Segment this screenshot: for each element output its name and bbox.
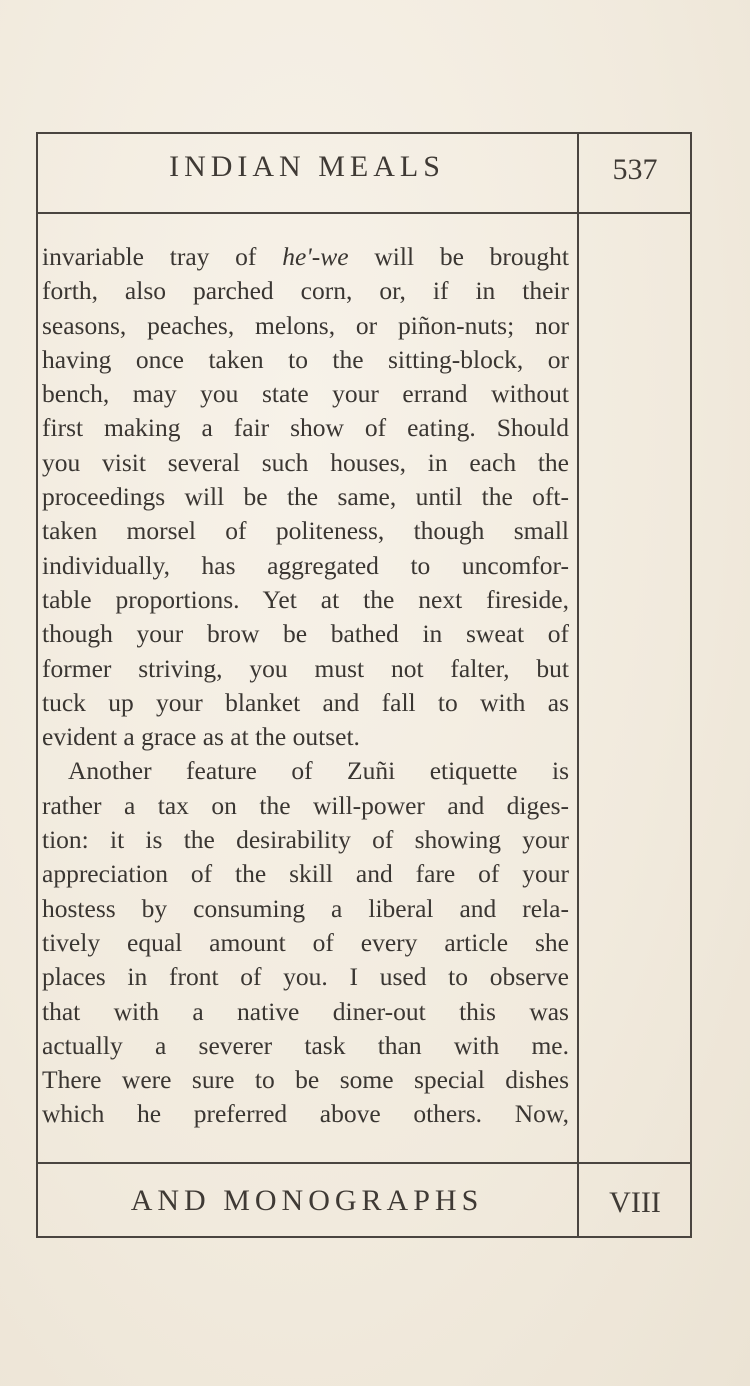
text-segment: will be brought	[374, 242, 570, 271]
text-line: which he preferred above others. Now,	[42, 1099, 569, 1129]
text-line: table proportions. Yet at the next fireside,	[42, 584, 569, 614]
column-divider	[577, 132, 579, 1238]
text-line: you visit several such houses, in each the	[42, 447, 569, 477]
running-foot-title: AND MONOGRAPHS	[130, 1184, 484, 1217]
text-line: taken morsel of politeness, though small	[42, 516, 569, 546]
text-line: places in front of you. I used to observe	[42, 962, 569, 992]
text-line: tuck up your blanket and fall to with as	[42, 687, 569, 717]
text-line: There were sure to be some special dishes	[42, 1065, 569, 1095]
text-line: proceedings will be the same, until the oft-	[42, 482, 569, 512]
text-line: Another feature of Zuñi etiquette is	[68, 756, 569, 786]
text-line: that with a native diner-out this was	[42, 996, 569, 1026]
text-line: tion: it is the desirability of showing your	[42, 825, 569, 855]
zuni-word-hewe: he'-we	[282, 242, 349, 271]
text-line: bench, may you state your errand without	[42, 379, 569, 409]
text-line: hostess by consuming a liberal and rela-	[42, 893, 569, 923]
footer-rule	[36, 1162, 692, 1164]
body-text	[42, 240, 569, 1132]
text-line: seasons, peaches, melons, or piñon-nuts; nor	[42, 310, 569, 340]
text-line: though your brow be bathed in sweat of	[42, 619, 569, 649]
text-line: first making a fair show of eating. Should	[42, 413, 569, 443]
volume-number: VIII	[609, 1186, 661, 1219]
text-line: evident a grace as at the outset.	[42, 722, 360, 752]
text-line: having once taken to the sitting-block, or	[42, 344, 569, 374]
text-line: rather a tax on the will-power and diges-	[42, 790, 569, 820]
text-line: individually, has aggregated to uncomfor-	[42, 550, 569, 580]
text-line: former striving, you must not falter, but	[42, 653, 569, 683]
text-line: forth, also parched corn, or, if in their	[42, 276, 569, 306]
text-line	[42, 240, 569, 274]
page-number: 537	[612, 153, 658, 186]
running-head-title: INDIAN MEALS	[169, 150, 445, 183]
text-line: tively equal amount of every article she	[42, 927, 569, 957]
text-line: actually a severer task than with me.	[42, 1030, 569, 1060]
header-rule	[36, 212, 692, 214]
text-segment: invariable tray of	[42, 242, 257, 271]
text-line: appreciation of the skill and fare of your	[42, 859, 569, 889]
